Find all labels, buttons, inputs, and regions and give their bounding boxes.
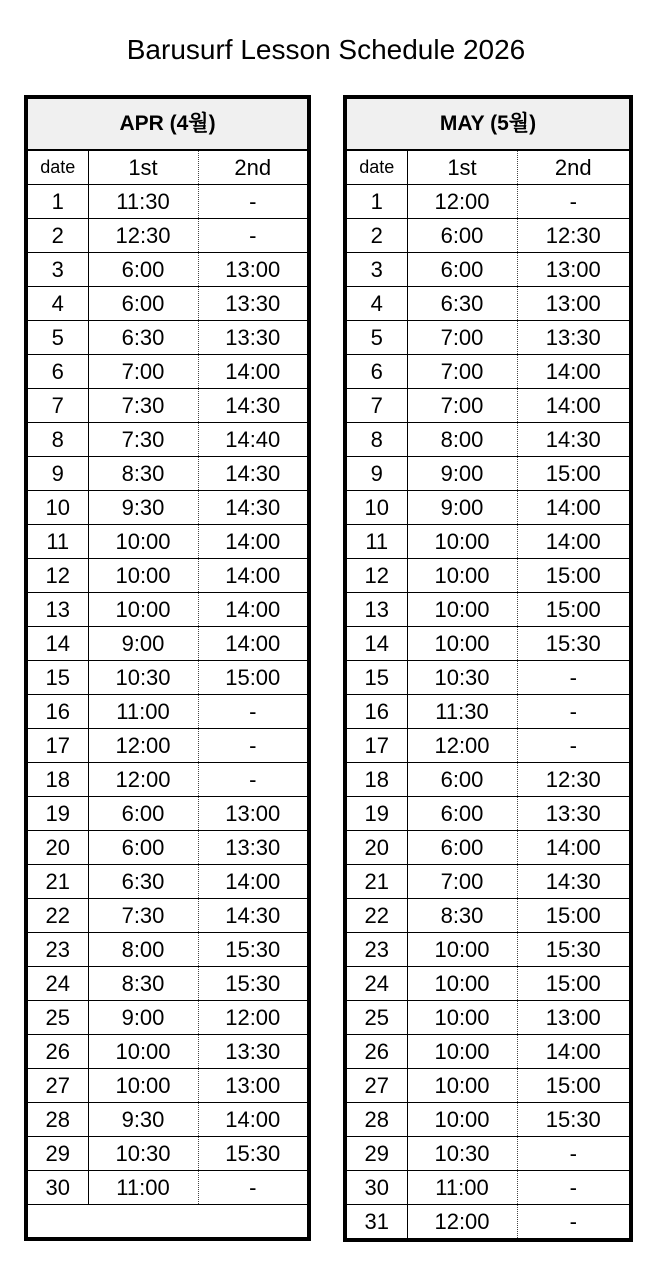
first-lesson-cell: 10:00	[88, 1035, 198, 1069]
table-row	[345, 423, 631, 457]
column-header-date: date	[26, 150, 88, 185]
date-cell: 4	[345, 287, 407, 321]
page-title: Barusurf Lesson Schedule 2026	[126, 34, 526, 65]
date-cell: 15	[345, 661, 407, 695]
date-cell: 13	[26, 593, 88, 627]
second-lesson-cell: 14:00	[198, 355, 309, 389]
first-lesson-cell: 10:00	[407, 933, 517, 967]
first-lesson-cell: 6:30	[88, 321, 198, 355]
table-row	[26, 219, 309, 253]
second-lesson-cell: 15:00	[517, 457, 631, 491]
date-cell: 19	[26, 797, 88, 831]
table-row	[345, 763, 631, 797]
table-row	[26, 593, 309, 627]
table-row	[345, 1137, 631, 1171]
first-lesson-cell: 12:00	[88, 763, 198, 797]
table-row	[26, 1001, 309, 1035]
column-header-1st: 1st	[88, 150, 198, 185]
first-lesson-cell: 7:30	[88, 389, 198, 423]
table-row	[26, 1171, 309, 1205]
second-lesson-cell: 14:40	[198, 423, 309, 457]
second-lesson-cell: 13:00	[198, 1069, 309, 1103]
table-row	[345, 253, 631, 287]
first-lesson-cell: 7:00	[407, 389, 517, 423]
date-cell: 12	[26, 559, 88, 593]
table-row	[345, 219, 631, 253]
second-lesson-cell: 15:00	[517, 559, 631, 593]
first-lesson-cell: 9:30	[88, 1103, 198, 1137]
first-lesson-cell: 8:00	[88, 933, 198, 967]
first-lesson-cell: 12:30	[88, 219, 198, 253]
date-cell: 25	[26, 1001, 88, 1035]
second-lesson-cell: -	[198, 729, 309, 763]
first-lesson-cell: 12:00	[88, 729, 198, 763]
date-cell: 14	[345, 627, 407, 661]
second-lesson-cell: 14:30	[198, 457, 309, 491]
second-lesson-cell: 15:30	[198, 933, 309, 967]
table-row	[345, 729, 631, 763]
date-cell: 2	[345, 219, 407, 253]
second-lesson-cell: 14:00	[198, 593, 309, 627]
second-lesson-cell: 14:00	[198, 1103, 309, 1137]
first-lesson-cell: 10:00	[407, 1069, 517, 1103]
first-lesson-cell: 6:00	[88, 797, 198, 831]
table-row	[345, 627, 631, 661]
first-lesson-cell: 11:00	[407, 1171, 517, 1205]
first-lesson-cell: 8:30	[88, 457, 198, 491]
date-cell: 22	[26, 899, 88, 933]
table-row	[26, 1069, 309, 1103]
first-lesson-cell: 10:00	[407, 1103, 517, 1137]
date-cell: 8	[345, 423, 407, 457]
schedule-table-may	[343, 95, 633, 1242]
date-cell: 14	[26, 627, 88, 661]
table-row	[26, 185, 309, 219]
date-cell: 28	[26, 1103, 88, 1137]
second-lesson-cell: 15:00	[198, 661, 309, 695]
table-row	[26, 797, 309, 831]
column-header-date: date	[345, 150, 407, 185]
second-lesson-cell: 14:30	[198, 389, 309, 423]
first-lesson-cell: 12:00	[407, 185, 517, 219]
first-lesson-cell: 10:30	[407, 1137, 517, 1171]
second-lesson-cell: -	[198, 219, 309, 253]
table-row	[345, 831, 631, 865]
table-row	[26, 729, 309, 763]
date-cell: 11	[26, 525, 88, 559]
first-lesson-cell: 10:00	[407, 627, 517, 661]
second-lesson-cell: 14:00	[517, 491, 631, 525]
date-cell: 18	[345, 763, 407, 797]
second-lesson-cell: 15:00	[517, 967, 631, 1001]
second-lesson-cell: 13:00	[517, 287, 631, 321]
second-lesson-cell: 15:00	[517, 1069, 631, 1103]
date-cell: 21	[26, 865, 88, 899]
date-cell: 25	[345, 1001, 407, 1035]
table-row	[26, 1035, 309, 1069]
second-lesson-cell: 13:00	[198, 253, 309, 287]
first-lesson-cell: 9:00	[88, 627, 198, 661]
table-row	[345, 1103, 631, 1137]
first-lesson-cell: 10:00	[88, 525, 198, 559]
date-cell: 18	[26, 763, 88, 797]
table-row	[26, 1103, 309, 1137]
table-row	[345, 695, 631, 729]
date-cell: 27	[345, 1069, 407, 1103]
second-lesson-cell: -	[198, 185, 309, 219]
date-cell: 31	[345, 1205, 407, 1241]
date-cell: 19	[345, 797, 407, 831]
first-lesson-cell: 9:00	[407, 491, 517, 525]
first-lesson-cell: 10:00	[407, 1001, 517, 1035]
second-lesson-cell: 14:30	[198, 899, 309, 933]
table-row	[345, 185, 631, 219]
first-lesson-cell: 9:30	[88, 491, 198, 525]
second-lesson-cell: 13:30	[198, 1035, 309, 1069]
first-lesson-cell: 10:00	[88, 593, 198, 627]
second-lesson-cell: -	[517, 661, 631, 695]
first-lesson-cell: 10:00	[407, 525, 517, 559]
first-lesson-cell: 12:00	[407, 1205, 517, 1241]
date-cell: 15	[26, 661, 88, 695]
first-lesson-cell: 11:30	[88, 185, 198, 219]
date-cell: 1	[26, 185, 88, 219]
second-lesson-cell: 14:30	[517, 423, 631, 457]
first-lesson-cell: 6:00	[88, 287, 198, 321]
second-lesson-cell: 15:00	[517, 899, 631, 933]
second-lesson-cell: 15:30	[517, 933, 631, 967]
table-row	[26, 695, 309, 729]
date-cell: 5	[345, 321, 407, 355]
first-lesson-cell: 9:00	[88, 1001, 198, 1035]
second-lesson-cell: 15:30	[517, 1103, 631, 1137]
date-cell: 5	[26, 321, 88, 355]
table-row	[345, 797, 631, 831]
second-lesson-cell: 15:00	[517, 593, 631, 627]
table-row	[345, 1001, 631, 1035]
second-lesson-cell: -	[517, 1137, 631, 1171]
second-lesson-cell: 14:30	[517, 865, 631, 899]
month-header: MAY (5월)	[345, 97, 631, 150]
table-row	[26, 661, 309, 695]
date-cell: 7	[345, 389, 407, 423]
first-lesson-cell: 10:00	[407, 559, 517, 593]
first-lesson-cell: 6:00	[407, 253, 517, 287]
date-cell: 30	[26, 1171, 88, 1205]
second-lesson-cell: 14:00	[198, 525, 309, 559]
second-lesson-cell: -	[517, 729, 631, 763]
table-row	[345, 1205, 631, 1241]
second-lesson-cell: 14:00	[517, 389, 631, 423]
date-cell: 22	[345, 899, 407, 933]
first-lesson-cell: 6:00	[407, 763, 517, 797]
table-row	[345, 1171, 631, 1205]
second-lesson-cell: 13:30	[198, 287, 309, 321]
table-row	[345, 1035, 631, 1069]
date-cell: 30	[345, 1171, 407, 1205]
second-lesson-cell: -	[569, 1209, 577, 1234]
second-lesson-cell: 12:30	[517, 219, 631, 253]
first-lesson-cell: 8:30	[88, 967, 198, 1001]
column-header-2nd: 2nd	[198, 150, 309, 185]
table-row	[345, 457, 631, 491]
first-lesson-cell: 10:00	[407, 1035, 517, 1069]
date-cell: 3	[26, 253, 88, 287]
table-row	[26, 287, 309, 321]
second-lesson-cell: 12:30	[517, 763, 631, 797]
first-lesson-cell: 10:00	[88, 1069, 198, 1103]
first-lesson-cell: 6:00	[407, 831, 517, 865]
first-lesson-cell: 7:00	[407, 321, 517, 355]
second-lesson-cell: 13:00	[517, 1001, 631, 1035]
first-lesson-cell: 6:30	[88, 865, 198, 899]
second-lesson-cell: 15:30	[198, 967, 309, 1001]
table-row	[26, 253, 309, 287]
table-row	[345, 661, 631, 695]
date-cell: 20	[345, 831, 407, 865]
first-lesson-cell: 7:00	[407, 355, 517, 389]
second-lesson-cell: 13:30	[517, 321, 631, 355]
table-row	[26, 321, 309, 355]
first-lesson-cell: 9:00	[407, 457, 517, 491]
first-lesson-cell: 6:00	[88, 253, 198, 287]
second-lesson-cell: 13:30	[517, 797, 631, 831]
first-lesson-cell: 10:30	[407, 661, 517, 695]
table-row	[26, 627, 309, 661]
first-lesson-cell: 6:00	[407, 219, 517, 253]
first-lesson-cell: 7:30	[88, 899, 198, 933]
first-lesson-cell: 7:30	[88, 423, 198, 457]
table-row	[345, 967, 631, 1001]
date-cell: 24	[26, 967, 88, 1001]
table-row	[26, 525, 309, 559]
table-row	[26, 457, 309, 491]
table-row	[26, 967, 309, 1001]
table-row	[26, 491, 309, 525]
first-lesson-cell: 7:00	[88, 355, 198, 389]
second-lesson-cell: -	[517, 695, 631, 729]
table-row	[345, 287, 631, 321]
second-lesson-cell: 14:00	[198, 865, 309, 899]
second-lesson-cell: 14:00	[517, 355, 631, 389]
date-cell: 29	[26, 1137, 88, 1171]
first-lesson-cell: 8:30	[407, 899, 517, 933]
date-cell: 10	[345, 491, 407, 525]
date-cell: 3	[345, 253, 407, 287]
second-lesson-cell: 15:30	[198, 1137, 309, 1171]
first-lesson-cell: 10:00	[407, 593, 517, 627]
first-lesson-cell: 12:00	[407, 729, 517, 763]
first-lesson-cell: 11:00	[88, 695, 198, 729]
date-cell: 16	[26, 695, 88, 729]
table-row	[345, 933, 631, 967]
date-cell: 16	[345, 695, 407, 729]
second-lesson-cell: -	[198, 1171, 309, 1205]
second-lesson-cell: 12:00	[198, 1001, 309, 1035]
second-lesson-cell: -	[517, 1171, 631, 1205]
first-lesson-cell: 11:30	[407, 695, 517, 729]
second-lesson-cell: 13:30	[198, 321, 309, 355]
date-cell: 4	[26, 287, 88, 321]
table-row	[345, 491, 631, 525]
table-row	[26, 1137, 309, 1171]
second-lesson-cell: 14:00	[198, 559, 309, 593]
date-cell: 26	[26, 1035, 88, 1069]
date-cell: 11	[345, 525, 407, 559]
month-header: APR (4월)	[26, 97, 309, 150]
table-row	[345, 321, 631, 355]
first-lesson-cell: 10:30	[88, 1137, 198, 1171]
first-lesson-cell: 6:00	[407, 797, 517, 831]
first-lesson-cell: 8:00	[407, 423, 517, 457]
table-row	[26, 355, 309, 389]
table-row	[26, 899, 309, 933]
date-cell: 9	[26, 457, 88, 491]
date-cell: 6	[345, 355, 407, 389]
first-lesson-cell: 6:00	[88, 831, 198, 865]
date-cell: 17	[345, 729, 407, 763]
date-cell: 23	[345, 933, 407, 967]
empty-row	[26, 1205, 309, 1239]
table-row	[26, 389, 309, 423]
table-row	[345, 865, 631, 899]
empty-cell	[26, 1205, 309, 1239]
table-row	[345, 355, 631, 389]
date-cell: 8	[26, 423, 88, 457]
date-cell: 1	[345, 185, 407, 219]
date-cell: 9	[345, 457, 407, 491]
second-lesson-cell: -	[198, 763, 309, 797]
schedule-table-apr	[24, 95, 311, 1241]
date-cell: 17	[26, 729, 88, 763]
date-cell: 21	[345, 865, 407, 899]
table-row	[345, 389, 631, 423]
column-header-1st: 1st	[407, 150, 517, 185]
date-cell: 2	[26, 219, 88, 253]
table-row	[26, 933, 309, 967]
second-lesson-cell: 13:00	[198, 797, 309, 831]
second-lesson-cell: 13:00	[517, 253, 631, 287]
first-lesson-cell: 10:00	[88, 559, 198, 593]
date-cell: 12	[345, 559, 407, 593]
table-row	[26, 423, 309, 457]
first-lesson-cell: 10:30	[88, 661, 198, 695]
date-cell: 20	[26, 831, 88, 865]
second-lesson-cell: 13:30	[198, 831, 309, 865]
date-cell: 7	[26, 389, 88, 423]
table-row	[345, 899, 631, 933]
table-row	[26, 559, 309, 593]
second-lesson-cell: -	[198, 695, 309, 729]
date-cell: 28	[345, 1103, 407, 1137]
second-lesson-cell: 15:30	[517, 627, 631, 661]
second-lesson-cell: 14:00	[517, 831, 631, 865]
first-lesson-cell: 10:00	[407, 967, 517, 1001]
table-row	[345, 559, 631, 593]
table-row	[26, 763, 309, 797]
date-cell: 6	[26, 355, 88, 389]
second-lesson-cell: 14:30	[198, 491, 309, 525]
second-lesson-cell: 14:00	[517, 525, 631, 559]
date-cell: 23	[26, 933, 88, 967]
date-cell: 29	[345, 1137, 407, 1171]
date-cell: 26	[345, 1035, 407, 1069]
table-row	[26, 865, 309, 899]
date-cell: 24	[345, 967, 407, 1001]
second-lesson-cell: -	[517, 185, 631, 219]
table-row	[345, 1069, 631, 1103]
table-row	[345, 593, 631, 627]
date-cell: 10	[26, 491, 88, 525]
first-lesson-cell: 7:00	[407, 865, 517, 899]
first-lesson-cell: 11:00	[88, 1171, 198, 1205]
table-row	[26, 831, 309, 865]
date-cell: 13	[345, 593, 407, 627]
column-header-2nd: 2nd	[517, 150, 631, 185]
date-cell: 27	[26, 1069, 88, 1103]
first-lesson-cell: 6:30	[407, 287, 517, 321]
second-lesson-cell: 14:00	[198, 627, 309, 661]
table-row	[345, 525, 631, 559]
second-lesson-cell: 14:00	[517, 1035, 631, 1069]
